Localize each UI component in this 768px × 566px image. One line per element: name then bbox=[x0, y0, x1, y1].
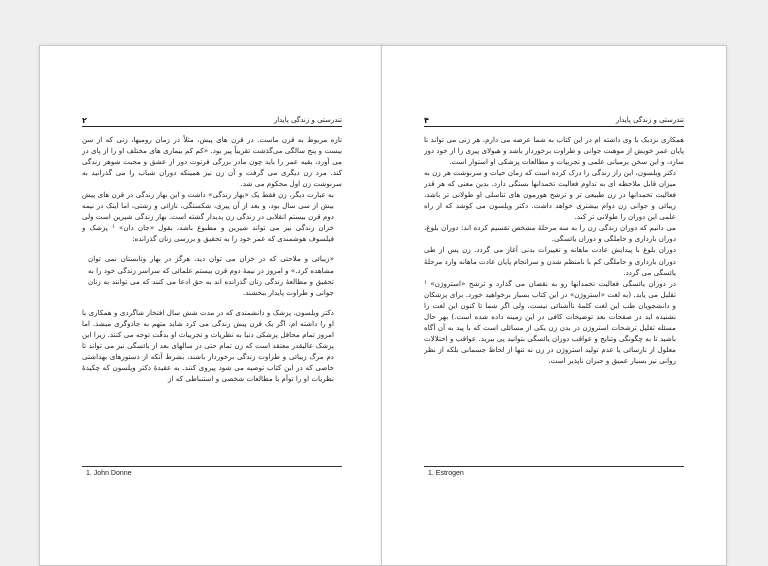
page-number: ۲ bbox=[82, 116, 87, 125]
book-page-right bbox=[381, 45, 727, 566]
paragraph: همکاری نزدیک با وی داشته ام در این کتاب به شما عرضه می دارم، هر زنی می تواند تا پایان عمر خویش از موهبت جوانی و طراوت برخوردار باشد و هیولای پیری را از خود دور سازد، و این سخن برمبانی علمی و تجربیات و مطالعات پزشکی او استوار است. bbox=[424, 135, 684, 167]
paragraph: تازه مربوط به قرن ماست. در قرن های پیش، مثلاً در زمان رومیها، زنی که از سن بیست و پنج سالگی می‌گذشت تقریباً پیر بود. «کم کم بیماری های مختلف او را از پای در می آورد، بقیه عمر را باید چون مادر بزرگی فرتوت دور از عشق و محبت شوهر زندگی کند. مرد زن دیگری می گرفت و آن زن نیز همینکه دوران شباب را می گذرانید به سرنوشت زن اول محکوم می شد. bbox=[82, 135, 342, 189]
paragraph: در دوران یائسگی فعالیت تخمدانها رو به نقصان می گذارد و ترشح «استروژن» ¹ تقلیل می یابد. (به لغت «استروژن» در این کتاب بسیار برخواهید خورد. برای پزشکان و دانشجویان طب این لغت کلمهٔ ناآشنائی نیست، ولی اگر شما تا کنون این لغت را نشنیده اید در صفحات بعد توضیحات کافی در این زمینه داده شده است.) بهر حال مسئله تقلیل ترشحات استروژن در بدن زن یکی از مسائلی است که با پید به آن آگاه باشید تا به چگونگی وتنایج و عواقب دوران یائسگی بتوانید پی ببرید. عواقب و اختلالات معلول از نارسائی یا عدم تولید استروژن در زن نه تنها از لحاظ جسمانی بلکه از نظر روانی نیز بسیار عمیق و جبران ناپذیر است. bbox=[424, 278, 676, 365]
footnote: 1. Estrogen bbox=[428, 470, 464, 477]
paragraph: دکتر ویلسون، این راز زندگی را درک کرده است که زمان حیات و سرنوشت هر زن به میزان قابل ملاحظه ای به تداوم فعالیت تخمدانها بستگی دارد. بدین معنی که هر قدر فعالیت تخمدانها در زن طبیعی تر و ترشح هورمون های تناسلی او طولانی تر باشد، زیبائی و جوانی زن دوام بیشتری خواهد داشت. دکتر ویلسون می کوشد که از راه علمی این دوران را طولانی تر کند. bbox=[424, 168, 676, 222]
running-header bbox=[82, 112, 342, 127]
paragraph: دکتر ویلسون، پزشک و دانشمندی که در مدت شش سال افتخار شاگردی و همکاری با او را داشته ام، اگر یک قرن پیش زندگی می کرد شاید متهم به جادوگری میشد. اما امروز تمام محافل پزشکی دنیا به نظریات و تجربیات او بدقّت توجه می کنند. زیرا این پزشک عالیقدر معتقد است که زن تمام حتی در سالهای بعد از یائسگی نیز می تواند تا دم مرگ زیبائی و طراوت زندگی برخوردار باشند، بشرط آنکه از دستورهای بهداشتی خاصی که در این کتاب توصیه می شود پیروی کنند. به عقیدهٔ دکتر ویلسون که چکیدهٔ نظریات او را توأم با مطالعات شخصی و استنباطی که از bbox=[82, 307, 334, 383]
running-header bbox=[424, 112, 684, 127]
block-quote: «زیبائی و ملاحتی که در خزان می توان دید، هرگز در بهار وتابستان نمی توان مشاهده کرد.» و امروز در نیمهٔ دوم قرن بیستم علمائی که سراسر زندگی خود را به تحقیق و مطالعهٔ زندگی زنان گذرانده اند به حق ادعا می کنند که می توانند به زنان جوانی و طراوت پایدار ببخشند. bbox=[88, 254, 334, 297]
footnote-rule bbox=[424, 466, 684, 467]
book-page-left bbox=[39, 45, 385, 566]
footnote: 1. John Donne bbox=[86, 470, 132, 477]
page-body-text bbox=[82, 134, 342, 462]
running-header-title: تندرستی و زندگی پایدار bbox=[615, 116, 684, 124]
page-body-text bbox=[424, 134, 684, 462]
page-number: ۴ bbox=[424, 116, 429, 125]
paragraph: دوران بلوغ با پیدایش عادت ماهانه و تغییرات بدنی آغاز می گردد. زن پس از طی دوران بارداری و حاملگی کم با نامنظم شدن و سرانجام پایان عادت ماهانه وارد مرحلهٔ یائسگی می گردد. bbox=[424, 245, 676, 277]
running-header-title: تندرستی و زندگی پایدار bbox=[273, 116, 342, 124]
paragraph: به عبارت دیگر، زن فقط یک «بهار زندگی» داشت و این بهار زندگی در قرن های پیش بیش از سی سال بود، و بعد از آن پیری، شکستگی، نازائی و زشتی، اما اینک در نیمه دوم قرن بیستم انقلابی در زندگی زن پدیدار گشته است. بهار زندگی شیرین است ولی خزان زندگی نیز می تواند شیرین و مطبوع باشد، بقول «جان دان» ¹ پزشک و فیلسوف هوشمندی که عمر خود را به تحقیق و بررسی زنان گذرانده: bbox=[82, 190, 334, 244]
paragraph: می دانیم که دوران زندگی زن را به سه مرحلهٔ مشخص تقسیم کرده اند: دوران بلوغ، دوران بارداری و حاملگی و دوران یائسگی. bbox=[424, 223, 676, 244]
footnote-rule bbox=[82, 466, 342, 467]
